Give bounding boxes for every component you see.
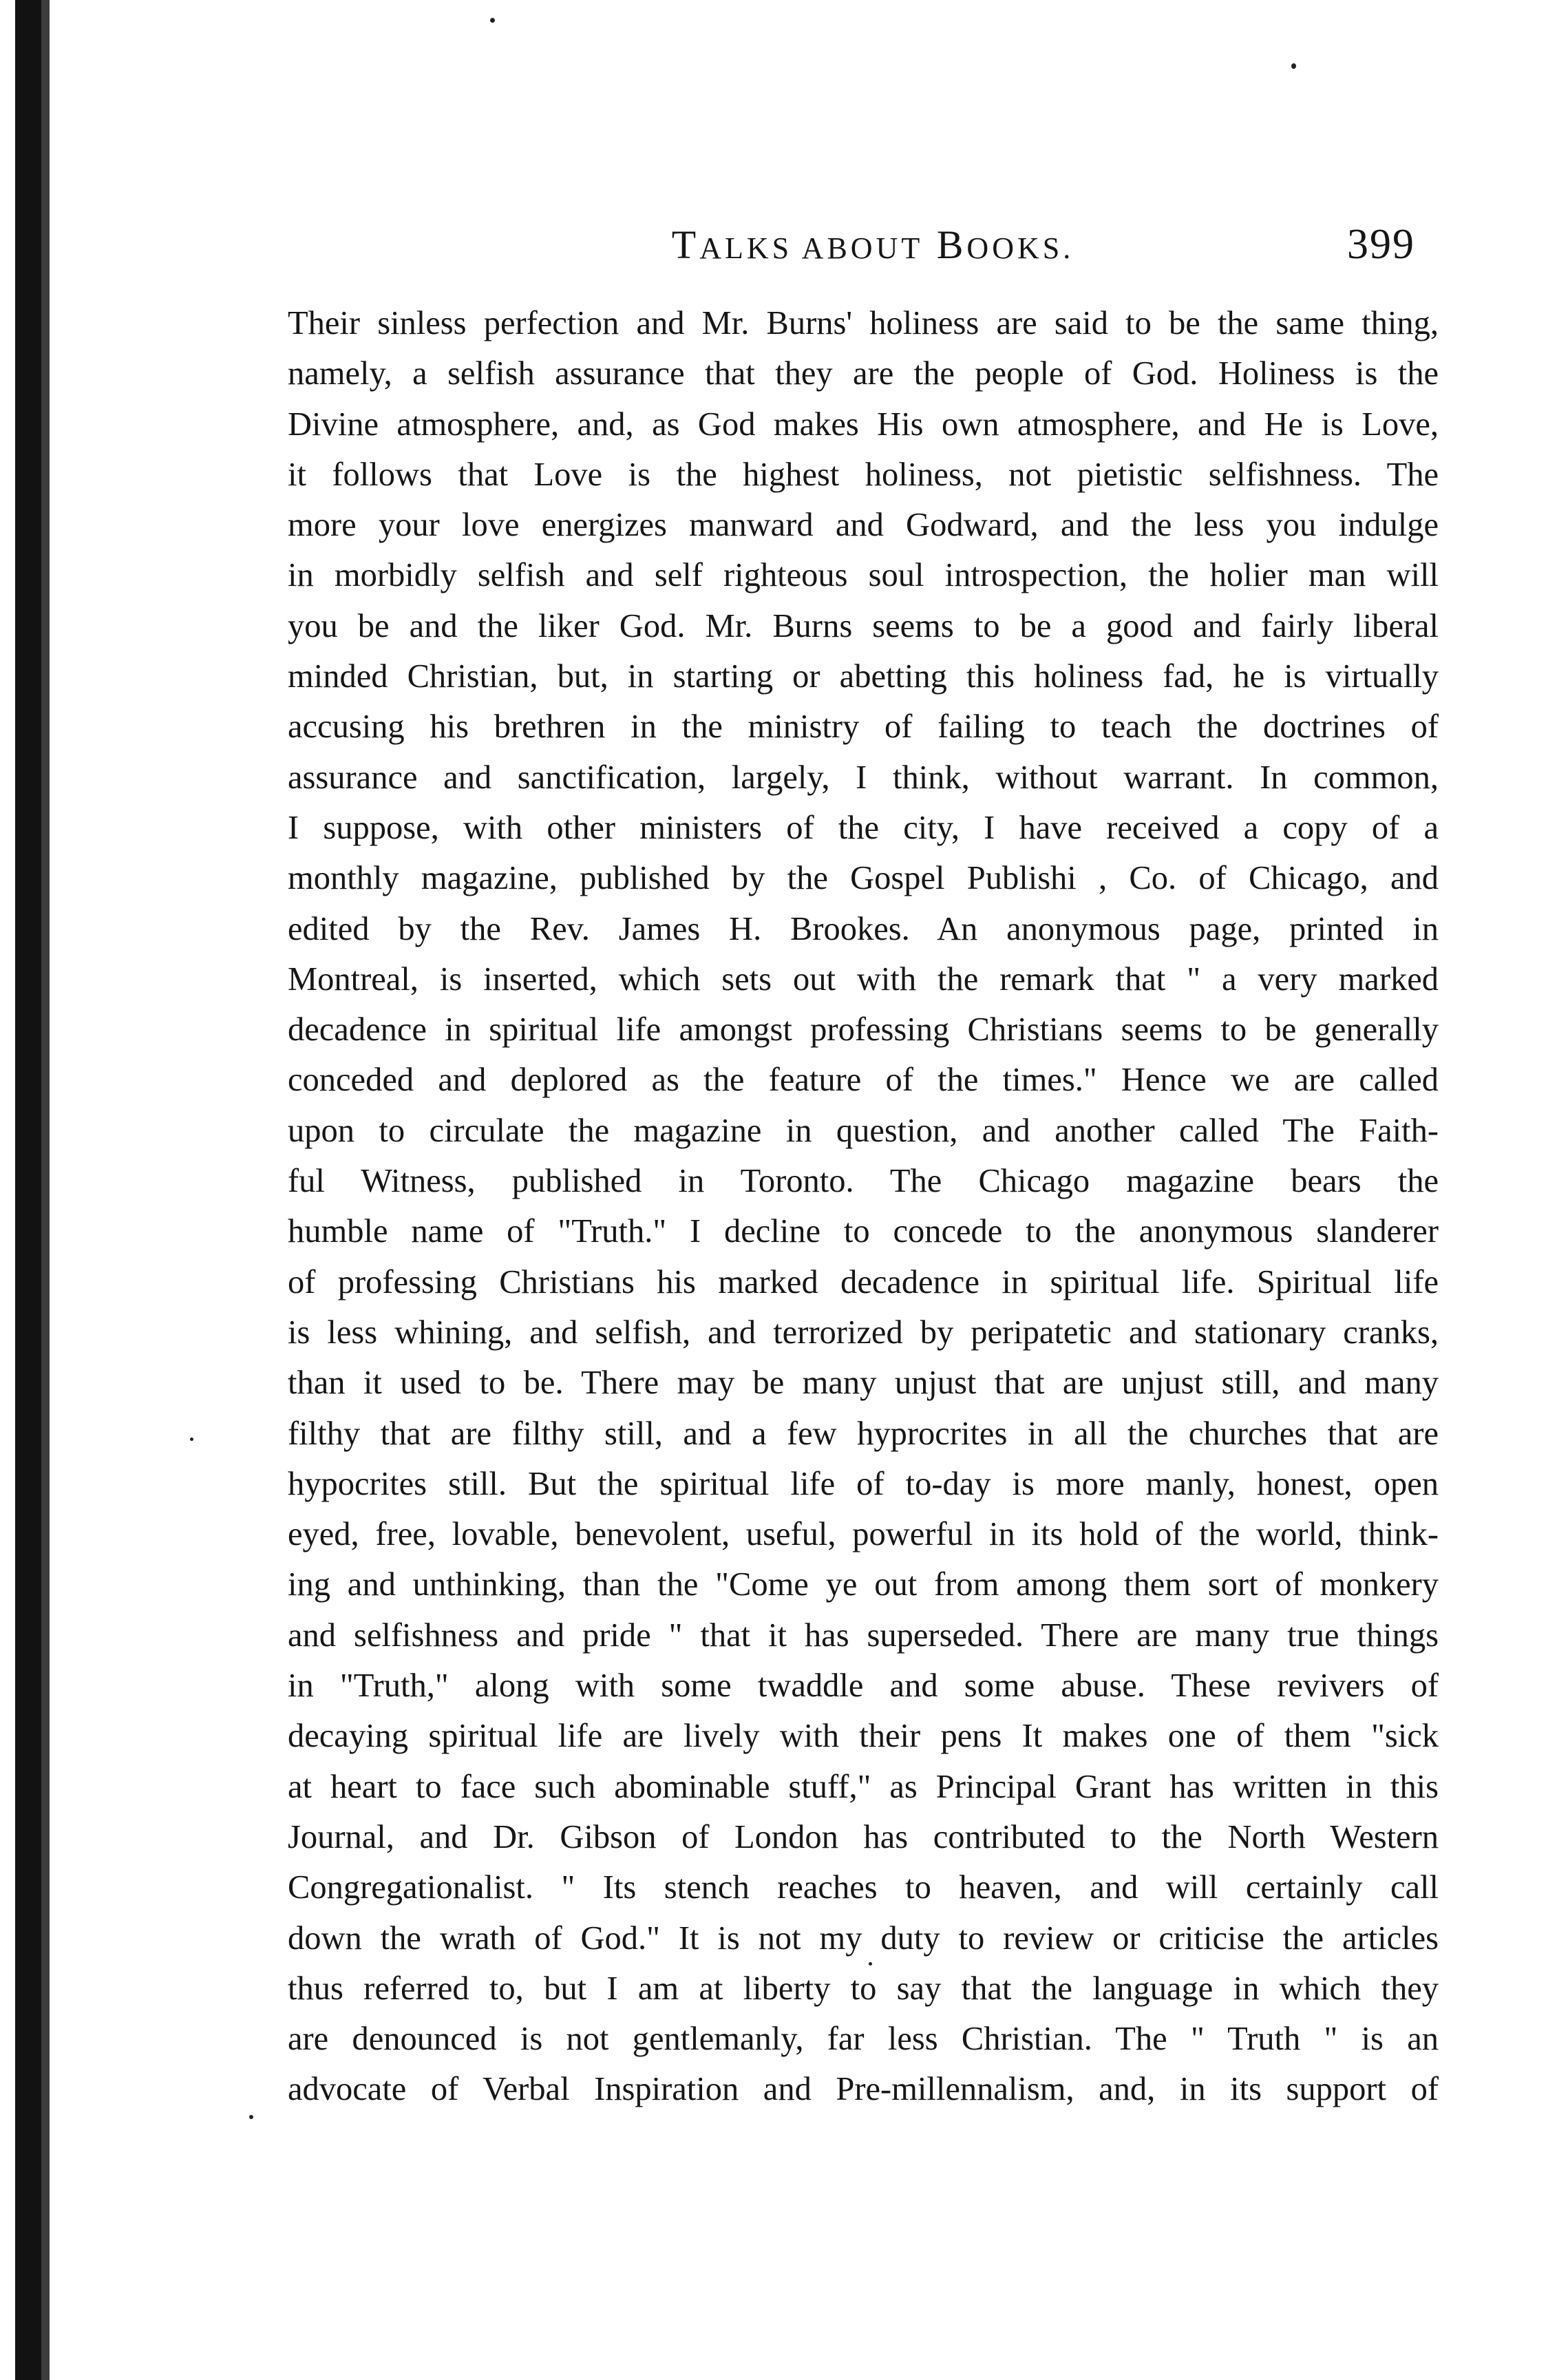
scan-speck: [490, 18, 495, 23]
text-line: eyed, free, lovable, benevolent, useful, powerful in its hold of the world, think-: [288, 1516, 1439, 1553]
text-line: namely, a selfish assurance that they are the people of God. Holiness is the: [288, 355, 1439, 392]
text-line: Congregationalist. " Its stench reaches to heaven, and will certainly call: [288, 1869, 1439, 1906]
text-line: it follows that Love is the highest holiness, not pietistic selfishness. The: [288, 456, 1439, 493]
body-text: [288, 298, 1439, 2115]
text-line: hypocrites still. But the spiritual life of to-day is more manly, honest, open: [288, 1465, 1439, 1502]
running-head-title: [288, 222, 1458, 268]
text-line: filthy that are filthy still, and a few hyprocrites in all the churches that are: [288, 1415, 1439, 1452]
title-word-ooks: OOKS.: [966, 231, 1074, 265]
text-line: of professing Christians his marked decadence in spiritual life. Spiritual life: [288, 1263, 1439, 1300]
text-line: you be and the liker God. Mr. Burns seems to be a good and fairly liberal: [288, 607, 1439, 644]
text-line: monthly magazine, published by the Gospel Publishi , Co. of Chicago, and: [288, 860, 1439, 897]
scan-speck: [1291, 63, 1296, 69]
text-line: than it used to be. There may be many unjust that are unjust still, and many: [288, 1365, 1439, 1402]
text-line: assurance and sanctification, largely, I think, without warrant. In common,: [288, 759, 1439, 796]
text-line: I suppose, with other ministers of the city, I have received a copy of a: [288, 809, 1439, 846]
text-line: Divine atmosphere, and, as God makes His own atmosphere, and He is Love,: [288, 406, 1439, 443]
text-line: Their sinless perfection and Mr. Burns' holiness are said to be the same thing,: [288, 305, 1439, 341]
running-head: [288, 213, 1458, 275]
text-line: decadence in spiritual life amongst professing Christians seems to be generally: [288, 1011, 1439, 1049]
text-line: edited by the Rev. James H. Brookes. An anonymous page, printed in: [288, 910, 1439, 947]
text-line: is less whining, and selfish, and terrorized by peripatetic and stationary cranks,: [288, 1314, 1439, 1351]
scan-speck: [249, 2115, 253, 2119]
text-line: down the wrath of God." It is not my duty to review or criticise the articles: [288, 1919, 1439, 1957]
text-line: advocate of Verbal Inspiration and Pre-millennalism, and, in its support of: [288, 2071, 1439, 2108]
text-line: in morbidly selfish and self righteous soul introspection, the holier man will: [288, 557, 1439, 594]
page-number: 399: [1347, 221, 1415, 268]
scan-speck: [190, 1438, 193, 1441]
text-line: ful Witness, published in Toronto. The Chicago magazine bears the: [288, 1163, 1439, 1200]
text-line: thus referred to, but I am at liberty to say that the language in which they: [288, 1970, 1439, 2007]
text-line: are denounced is not gentlemanly, far less Christian. The " Truth " is an: [288, 2021, 1439, 2058]
text-line: humble name of "Truth." I decline to concede to the anonymous slanderer: [288, 1213, 1439, 1250]
title-word-alks-about: ALKS ABOUT: [699, 231, 924, 265]
text-line: decaying spiritual life are lively with their pens It makes one of them "sick: [288, 1718, 1439, 1755]
title-letter-t: T: [671, 222, 700, 267]
title-letter-b: B: [936, 222, 967, 267]
scan-binding-shadow: [41, 0, 50, 2380]
text-line: in "Truth," along with some twaddle and some abuse. These revivers of: [288, 1667, 1439, 1705]
text-line: Journal, and Dr. Gibson of London has contributed to the North Western: [288, 1818, 1439, 1855]
text-line: upon to circulate the magazine in question, and another called The Faith-: [288, 1112, 1439, 1149]
text-line: conceded and deplored as the feature of the times." Hence we are called: [288, 1062, 1439, 1099]
text-line: minded Christian, but, in starting or abetting this holiness fad, he is virtually: [288, 658, 1439, 695]
text-line: and selfishness and pride " that it has superseded. There are many true things: [288, 1616, 1439, 1654]
text-line: Montreal, is inserted, which sets out with the remark that " a very marked: [288, 960, 1439, 998]
text-line: at heart to face such abominable stuff," as Principal Grant has written in this: [288, 1768, 1439, 1805]
text-line: more your love energizes manward and Godward, and the less you indulge: [288, 507, 1439, 544]
scan-binding-edge: [15, 0, 41, 2380]
text-line: ing and unthinking, than the "Come ye out from among them sort of monkery: [288, 1566, 1439, 1603]
text-line: accusing his brethren in the ministry of failing to teach the doctrines of: [288, 708, 1439, 746]
